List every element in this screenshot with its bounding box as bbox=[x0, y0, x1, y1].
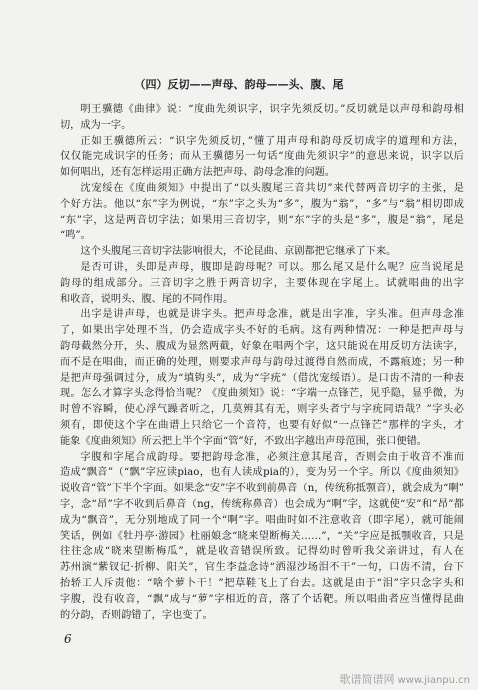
text-line: 现。怎么才算字头念得恰当呢？《度曲须知》说：“字端一点锋芒，见乎隐，显乎微，为 bbox=[60, 388, 464, 400]
text-line: 笑话，例如《牡丹亭·游园》杜丽娘念“晓来望断梅关……”，“关”字应是抵颚收音，只是 bbox=[60, 530, 464, 542]
text-line: 是把声母强调过分，成为“填钩头”，成为“字疣”（借沈宠绥语）。是口齿不清的一种表 bbox=[60, 372, 464, 384]
text-line: 切，成为一字。 bbox=[60, 119, 132, 131]
text-line: 了，如果出字处理不当，仍会造成字头不好的毛病。这有两种情况：一种是把声母与 bbox=[60, 325, 464, 337]
text-line: 韵母的组成部分。三音切字之胜于两音切字，主要体现在字尾上。试就唱曲的出字 bbox=[60, 277, 464, 289]
text-line: 苏州演“紫钗记·折柳、阳关”，官生李益念诗“洒湿沙场泪不干”一句，口齿不清，台下 bbox=[60, 562, 464, 574]
text-line: 如何唱出，还有怎样运用正确方法把声母、韵母念准的问题。 bbox=[60, 167, 336, 179]
text-line: 个好方法。他以“东”字为例说，“东”字之头为“多”，腹为“翁”，“多”与“翁”相切即成 bbox=[60, 198, 464, 210]
paragraph bbox=[60, 260, 464, 307]
text-line: 和收音，说明头、腹、尾的不同作用。 bbox=[60, 293, 234, 305]
text-line: 抬轿工人斥责他：“啥个萝卜干！”把草鞋飞上了台去。这就是由于“泪”字只念字头和 bbox=[60, 577, 464, 589]
paragraph bbox=[60, 102, 464, 134]
text-line: 往往念成“晓来望断梅瓜”，就是收音错误所致。记得幼时曾听我父亲讲过，有人在 bbox=[60, 546, 464, 558]
text-line: 韵母截然分开，头、腹成为显然两截，好象在唱两个字，这只能说在用反切方法读字， bbox=[60, 340, 464, 352]
text-line: 而不是在唱曲，而正确的处理，则要求声母与韵母过渡得自然而成，不露痕迹；另一种 bbox=[60, 356, 464, 368]
paragraph bbox=[60, 450, 464, 624]
watermark bbox=[339, 673, 470, 688]
text-line: 成为“飘音”，无分别地成了同一个“啊”字。唱曲时如不注意收音（即字尾），就可能闹 bbox=[60, 514, 464, 526]
watermark-site-name: 歌谱简谱网 bbox=[339, 673, 395, 686]
paragraph bbox=[60, 134, 464, 181]
text-line: 的分韵，否则韵错了，字也变了。 bbox=[60, 609, 213, 621]
text-line: 说收音“管”下半个字面。如果念“安”字不收到前鼻音（n，传统称抵颚音），就会成为“啊” bbox=[60, 483, 464, 495]
text-line: 时曾不容瞬，使心浮气躁者听之，几莫辨其有无，则字头者宁与字疣同语哉？”字头必 bbox=[60, 404, 464, 416]
text-line: 仅仅能完成识字的任务；而从王骥德另一句话“度曲先须识字”的意思来说，识字以后 bbox=[60, 151, 464, 163]
text-line: 字，念“昂”字不收到后鼻音（ng，传统称鼻音）也会成为“啊”字，这就使“安”和“昂”都 bbox=[60, 498, 464, 510]
paragraph bbox=[60, 307, 464, 449]
text-line: 须有，即使这个字在曲谱上只给它一个音符，也要有好似“一点锋芒”那样的字头，才 bbox=[60, 419, 464, 431]
text-line: 出字是讲声母，也就是讲字头。把声母念准，就是出字准，字头准。但声母念准 bbox=[80, 309, 464, 321]
text-line: 字腹，没有收音，“飘”成与“萝”字相近的音，落了个话靶。所以唱曲者应当懂得昆曲 bbox=[60, 593, 464, 605]
text-line: 造成“飘音”（“飘”字应读piao，也有人读成pia的），变为另一个字。所以《度曲须知》 bbox=[60, 467, 464, 479]
section-title: （四）反切——声母、韵母——头、腹、尾 bbox=[134, 78, 344, 91]
text-line: 字腹和字尾合成韵母。要把韵母念准，必须注意其尾音，否则会由于收音不准而 bbox=[80, 451, 464, 463]
paragraph bbox=[60, 181, 464, 244]
page-number: 6 bbox=[64, 632, 72, 646]
text-line: “鸣”。 bbox=[60, 230, 91, 242]
text-line: 这个头腹尾三音切字法影响很大，不论昆曲、京剧都把它继承了下来。 bbox=[80, 246, 397, 258]
text-line: 明王骥德《曲律》说：“度曲先须识字，识字先须反切。”反切就是以声母和韵母相 bbox=[80, 104, 464, 115]
body-text bbox=[60, 102, 464, 623]
text-line: 能象《度曲须知》所云把上半个字面“管”好，不致出字越出声母范围，张口便错。 bbox=[60, 435, 427, 447]
text-line: 是否可讲，头即是声母，腹即是韵母呢？可以。那么尾又是什么呢？应当说尾是 bbox=[80, 261, 464, 273]
watermark-url: www.jianpu.cn bbox=[397, 675, 470, 686]
text-line: “东”字，这是两音切字法；如果用三音切字，则“东”字的头是“多”，腹是“翁”，尾是 bbox=[60, 214, 464, 226]
text-line: 沈宠绥在《度曲须知》中提出了“以头腹尾三音共切”来代替两音切字的主张，是 bbox=[80, 182, 464, 194]
text-line: 正如王骥德所云：“识字先须反切，”懂了用声母和韵母反切成字的道理和方法， bbox=[80, 135, 464, 147]
paragraph bbox=[60, 244, 464, 260]
